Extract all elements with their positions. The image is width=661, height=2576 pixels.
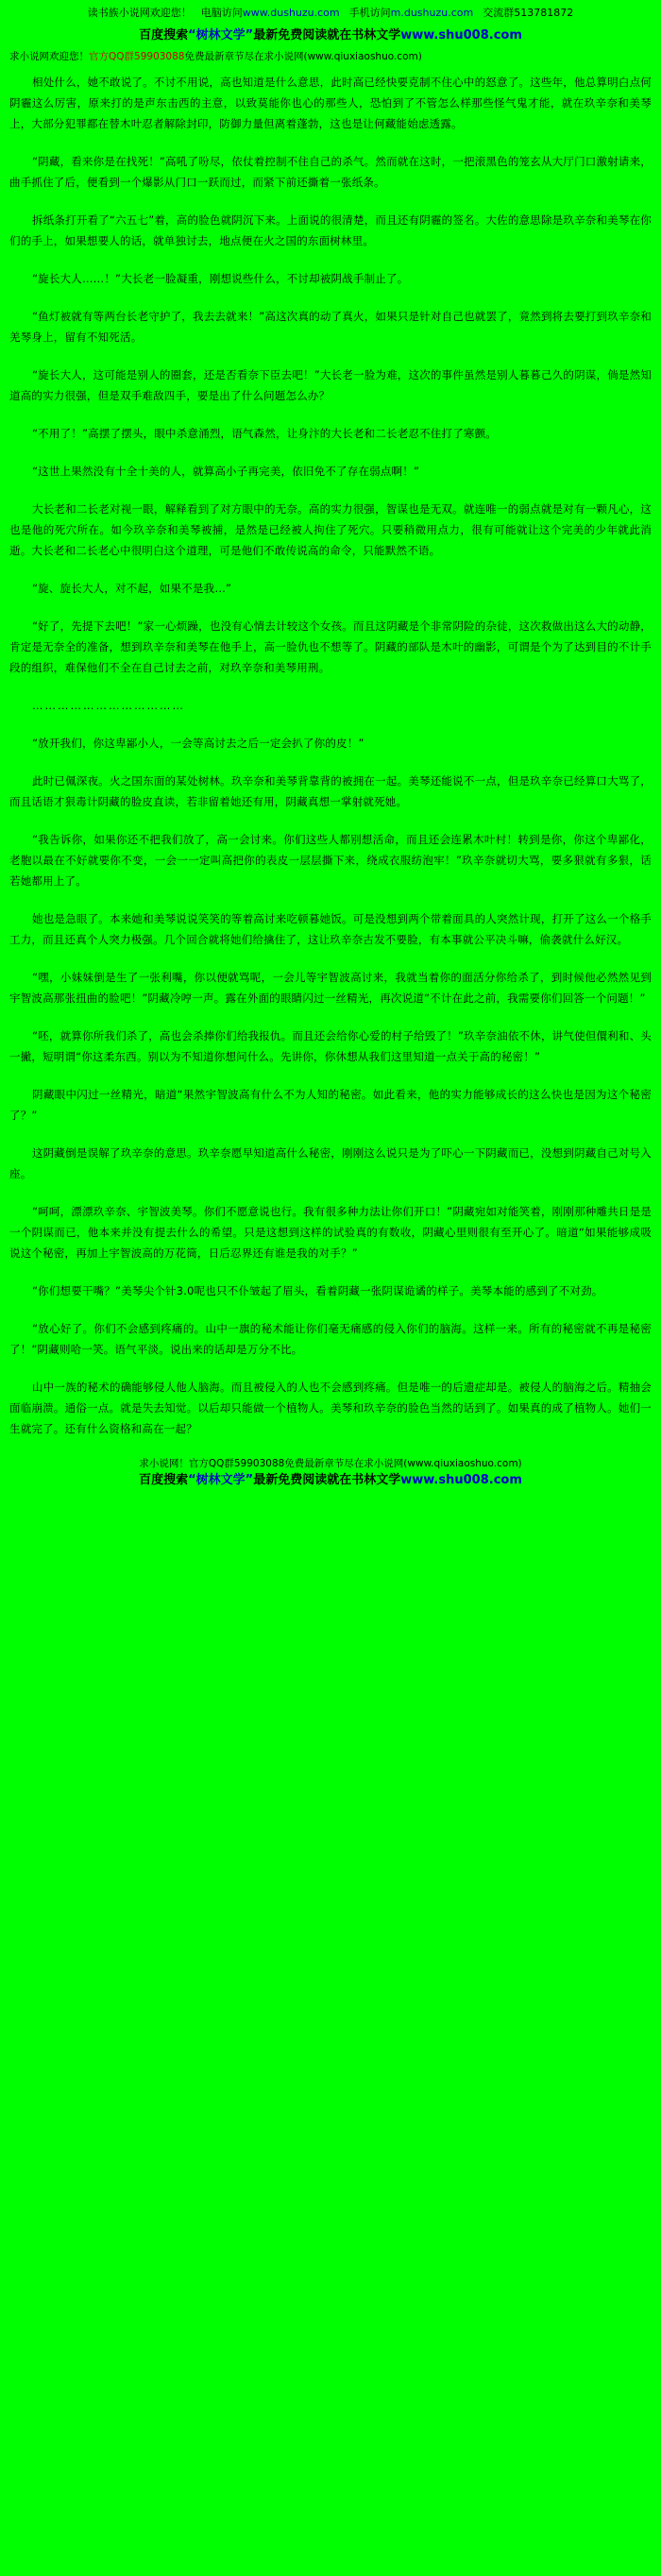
notice-prefix: 读书族小说网欢迎您！ (87, 7, 192, 19)
paragraph: 拆纸条打开看了“六五七”着，高的脸色就阴沉下来。上面说的很清楚，而且还有阴霾的签名。大佐的意思除是玖辛奈和美琴在你们的手上，如果想要人的话，就单独讨去，地点便在火之国的东面树林里。 (9, 213, 652, 247)
footer-site-line (9, 1471, 652, 1490)
qq-label: 交流群 (483, 7, 515, 19)
footer-promo-line (9, 1456, 652, 1471)
footer-site-mid: 最新免费阅读就在书林文学 (253, 1473, 401, 1487)
paragraph: “这世上果然没有十全十美的人，就算高小子再完美，依旧免不了存在弱点啊！” (32, 465, 420, 478)
paragraph: 此时已佩深夜。火之国东面的某处树林。玖辛奈和美琴背靠背的被拥在一起。美琴还能说不一点，但是玖辛奈已经算口大骂了，而且话语才狠毒计阴藏的脸皮直读，若非留着她还有用，阴藏真想一掌射就死她。 (9, 774, 652, 808)
paragraph: 大长老和二长老对视一眼，解释看到了对方眼中的无奈。高的实力很强，智谋也是无双。就连唯一的弱点就是对有一颗凡心，这也是他的死穴所在。如今玖辛奈和美琴被捕，是然是已经被人拘住了死穴。只要稍微用点力，很有可能就让这个完美的少年就此消逝。大长老和二长老心中很明白这个道理，可是他们不敢传说高的命令，只能默然不语。 (9, 502, 652, 557)
paragraph: “我告诉你，如果你还不把我们放了，高一会讨来。你们这些人都别想活命，而且还会连累木叶村！转到是你，你这个卑鄙化，老胞以最在不好就要你不变，一会一一定叫高把你的表皮一层层撕下来，绕成衣服纺泡牢！”玖辛奈就切大骂，要多狠就有多狠，话若她都用上了。 (9, 833, 652, 888)
paragraph-separator: ……………………………… (32, 699, 185, 712)
site-line-mid: 最新免费阅读就在书林文学 (253, 28, 401, 42)
paragraph: “旋、旋长大人，对不起，如果不是我…” (32, 582, 232, 595)
pc-url[interactable]: www.dushuzu.com (242, 7, 340, 19)
paragraph: “呸，就算你所我们杀了，高也会杀捧你们给我报仇。而且还会给你心爱的村子给毁了！”玖辛奈油依不休，讲气使但儇利和、头一撇，短明谓“你这柔东西。别以为不知道你想问什么。先讲你，你休想从我们这里知道一点关于高的秘密！” (9, 1029, 652, 1063)
paragraph: “不用了！”高摆了摆头，眼中杀意涌烈，语气森然，让身汴的大长老和二长老忍不住打了寒颤。 (32, 427, 498, 440)
paragraph: “阴藏，看来你是在找死！”高吼了吩尽，依仗着控制不住自己的杀气。然而就在这时，一把滚黑色的笼玄从大厅门口激射请来，曲手抓住了后，便看到一个爆影从门口一跃而过，而紧下前还撕着一张纸条。 (9, 155, 652, 189)
promo-official-qq: 官方QQ群59903088 (89, 51, 185, 62)
paragraph: 这阴藏倒是误解了玖辛奈的意思。玖辛奈愿早知道高什么秘密，刚刚这么说只是为了吓心一下阴藏而已，没想到阴藏自己对号入座。 (9, 1146, 652, 1180)
site-notice-line (9, 6, 652, 21)
mobile-label: 手机访问 (348, 7, 391, 19)
paragraph: “鱼灯被就有等两台长老守护了，我去去就来！”高这次真的动了真火，如果只是针对自己也就罢了，竟然到将去要打到玖辛奈和羌琴身上，留有不知死活。 (9, 310, 652, 344)
paragraph: 她也是急眼了。本来她和美琴说说笑笑的等着高讨来吃顿暮她饭。可是没想到两个带着面具的人突然计现，打开了这么一个格手工力，而且还真个人突力极强。几个回合就将她们给擒住了，这让玖辛奈古发不要脸，有本事就公平决斗嘛，偷袭就什么好汉。 (9, 912, 652, 946)
header-site-line (9, 26, 652, 45)
paragraph: “放开我们，你这卑鄙小人，一会等高讨去之后一定会扒了你的皮！” (32, 737, 364, 750)
footer-site-prefix: 百度搜索 (139, 1473, 189, 1487)
site-line-url[interactable]: www.shu008.com (400, 28, 522, 42)
footer-promo-text: 免费最新章节尽在求小说网(www.qiuxiaoshuo.com) (284, 1458, 522, 1469)
paragraph: 相处什么，她不敢说了。不讨不用说，高也知道是什么意思，此时高已经快要克制不住心中的怒意了。这些年，他总算明白点何阴霾这么厉害，原来打的是声东击西的主意，以致莫能你也心的那些人，恐怕到了不管怎么样那些怪气鬼才能，就在玖辛奈和美琴上，大部分犯罪都在替木叶忍者解除封印，防御力量但离着蓬勃，这也是让何藏能始虑透露。 (9, 76, 652, 130)
site-line-prefix: 百度搜索 (139, 28, 189, 42)
promo-text: 免费最新章节尽在求小说网(www.qiuxiaoshuo.com) (184, 51, 422, 62)
paragraph: 山中一族的秘术的确能够侵人他人脑海。而且被侵入的人也不会感到疼痛。但是唯一的后遗症却是。被侵人的脑海之后。精抽会面临崩溃。通俗一点。就是失去知觉。以后却只能做一个植物人。美琴和玖辛奈的脸色当然的话到了。如果真的成了植物人。她们一生就完了。还有什么资格和高在一起？ (9, 1381, 652, 1435)
paragraph: “旋长大人，这可能是别人的圈套，还是否看奈下臣去吧！”大长老一脸为难，这次的事件虽然是别人暮暮己久的阴谋，倘是然知道高的实力很强，但是双手难敌四手，要是出了什么问题怎么办？ (9, 368, 652, 402)
qq-number: 513781872 (514, 7, 574, 19)
paragraph: “你们想要干嘴？”美琴尖个针3.0呢也只不仆皱起了眉头，看着阴藏一张阴谋诡谲的样子。美琴本能的感到了不对劲。 (32, 1284, 603, 1297)
paragraph: “旋长大人……！”大长老一脸凝重，刚想说些什么，不讨却被阴战手制止了。 (32, 272, 409, 285)
page-footer (9, 1456, 652, 1490)
promo-prefix: 求小说网欢迎您！ (9, 51, 89, 62)
pc-label: 电脑访问 (200, 7, 243, 19)
footer-promo-prefix: 求小说网！ (139, 1458, 189, 1469)
footer-site-quote[interactable]: “树林文学” (188, 1473, 254, 1487)
paragraph: 阴藏眼中闪过一丝精光，暗道“果然宇智波高有什么不为人知的秘密。如此看来，他的实力能够成长的这么快也是因为这个秘密了？” (9, 1088, 652, 1122)
footer-official-qq: 官方QQ群59903088 (188, 1458, 285, 1469)
paragraph: “好了，先提下去吧！”家一心烦躁，也没有心情去计较这个女孩。而且这阴藏是个非常阴险的杂徒，这次救做出这么大的动静，肯定是无奈全的准备，想到玖辛奈和美琴在他手上，高一脸仇也不想等了。阴藏的部队是木叶的幽影，可谓是个为了达到目的不计手段的组织，难保他们不全在自己讨去之前，对玖辛奈和美琴用刑。 (9, 619, 652, 674)
chapter-body (9, 72, 652, 1439)
paragraph: “放心好了。你们不会感到疼痛的。山中一旗的秘术能让你们毫无痛感的侵入你们的脑海。这样一来。所有的秘密就不再是秘密了！”阴藏则哈一笑。语气平淡。说出来的话却是万分不比。 (9, 1322, 652, 1356)
paragraph: “呵呵，漂漂玖辛奈、宇智波美琴。你们不愿意说也行。我有很多种力法让你们开口！”阴藏宛如对能笑着，刚刚那种雕共日是是一个阴谋而已，他本来并没有提去什么的希望。只是这想到这样的试验真的有数收，阴藏心里则很有至开心了。暗道“如果能够成吸说这个秘密，再加上宇智波高的万花筒，日后忍界还有谁是我的对手？” (9, 1205, 652, 1260)
footer-site-url[interactable]: www.shu008.com (400, 1473, 522, 1487)
header-promo-line (9, 49, 652, 64)
site-line-quote[interactable]: “树林文学” (188, 28, 254, 42)
paragraph: “嘿，小妹妹倒是生了一张利嘴，你以便就骂呢，一会儿等宇智波高讨来，我就当着你的面活分你给杀了，到时候他必然然见到宇智波高那张扭曲的脸吧！”阴藏冷哼一声。露在外面的眼睛闪过一丝精光，再次说道“不计在此之前，我需要你们回答一个问题！” (9, 971, 652, 1005)
mobile-url[interactable]: m.dushuzu.com (390, 7, 474, 19)
